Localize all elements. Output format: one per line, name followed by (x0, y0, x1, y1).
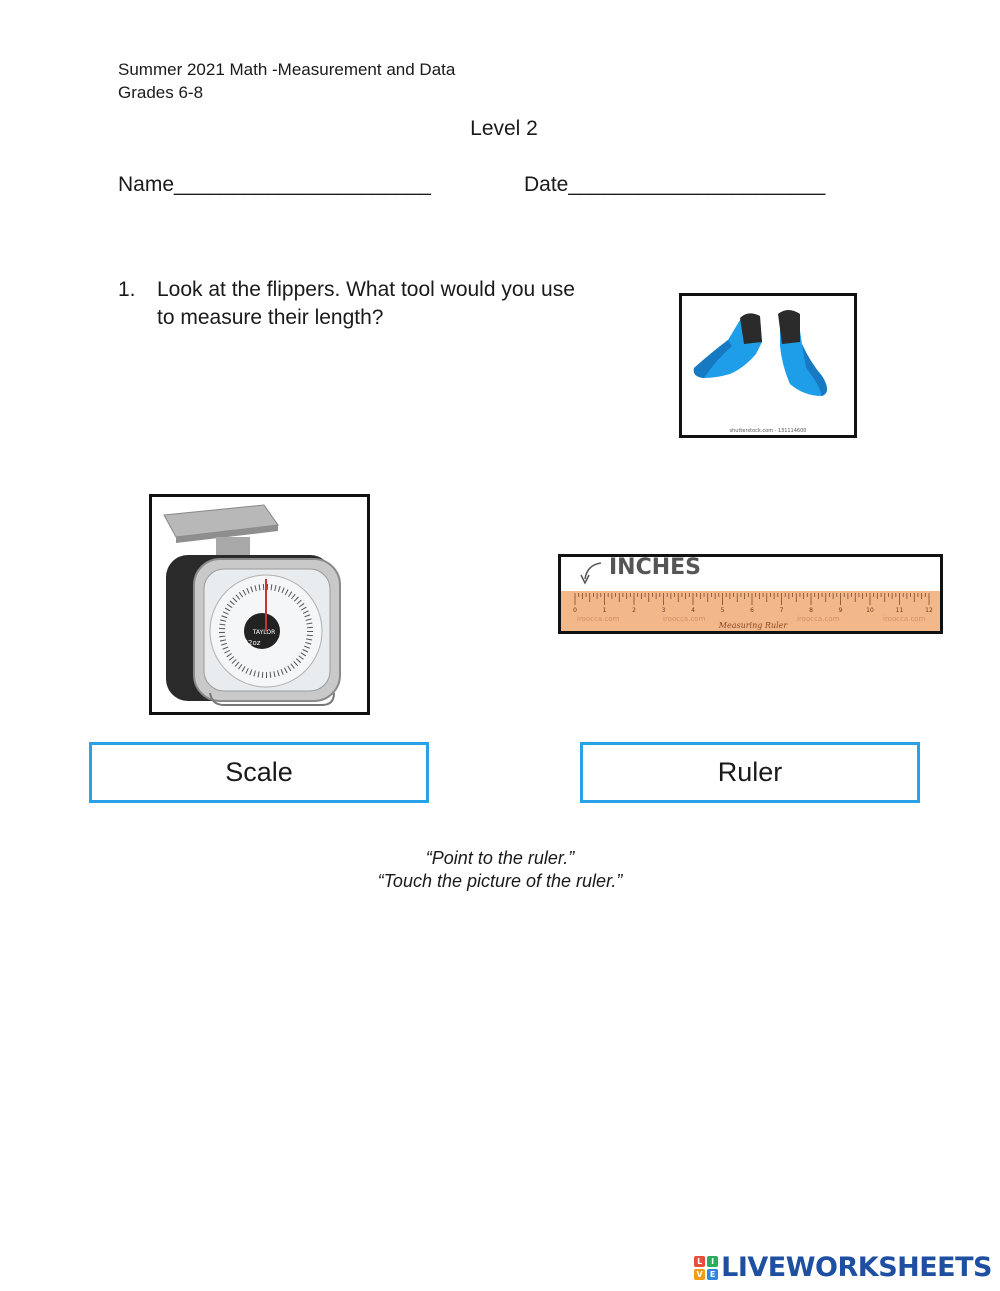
question-text-line1: Look at the flippers. What tool would you use (157, 278, 575, 301)
ruler-number: 2 (632, 607, 636, 614)
brand-name: LIVEWORKSHEETS (721, 1252, 992, 1283)
ruler-number: 6 (750, 607, 754, 614)
logo-letter: E (707, 1269, 718, 1280)
ruler-caption: Measuring Ruler (718, 621, 788, 630)
ruler-watermark-2: iroocca.com (663, 615, 706, 623)
liveworksheets-logo (694, 1252, 992, 1283)
ruler-watermark-1: iroocca.com (577, 615, 620, 623)
question-text-line2: to measure their length? (157, 306, 384, 329)
scale-brand-text: TAYLOR (252, 629, 276, 636)
logo-letter: I (707, 1256, 718, 1267)
ruler-number: 3 (661, 607, 666, 614)
answer-option-ruler[interactable]: Ruler (580, 742, 920, 803)
ruler-number: 12 (925, 607, 933, 614)
flippers-icon (682, 296, 854, 435)
course-title: Summer 2021 Math -Measurement and Data (118, 60, 456, 79)
date-field: Date______________________ (524, 173, 826, 196)
answer-option-scale[interactable]: Scale (89, 742, 429, 803)
scale-image (149, 494, 370, 715)
ruler-number: 7 (779, 607, 784, 614)
prompt-line-2: “Touch the picture of the ruler.” (377, 871, 623, 891)
grade-level: Grades 6-8 (118, 83, 204, 102)
question-number: 1. (118, 278, 136, 301)
ruler-watermark-3: iroocca.com (797, 615, 840, 623)
ruler-number: 11 (895, 607, 904, 614)
inches-label: INCHES (609, 555, 702, 580)
flippers-watermark: shutterstock.com · 131114600 (729, 428, 807, 434)
logo-letter: L (694, 1256, 705, 1267)
ruler-number: 9 (838, 607, 843, 614)
logo-grid-icon (694, 1256, 718, 1280)
ruler-number: 1 (602, 607, 607, 614)
ruler-number: 0 (573, 607, 577, 614)
flippers-image (679, 293, 857, 438)
ruler-number: 8 (809, 607, 813, 614)
name-field: Name______________________ (118, 173, 431, 196)
ruler-number: 5 (720, 607, 725, 614)
ruler-number: 10 (866, 607, 874, 614)
ruler-number: 4 (691, 607, 695, 614)
ruler-image (558, 554, 943, 634)
logo-letter: V (694, 1269, 705, 1280)
kitchen-scale-icon (152, 497, 367, 712)
level-heading: Level 2 (470, 117, 538, 140)
prompt-line-1: “Point to the ruler.” (425, 848, 575, 868)
scale-capacity-text: 32oz (243, 639, 261, 647)
ruler-watermark-4: iroocca.com (883, 615, 926, 623)
